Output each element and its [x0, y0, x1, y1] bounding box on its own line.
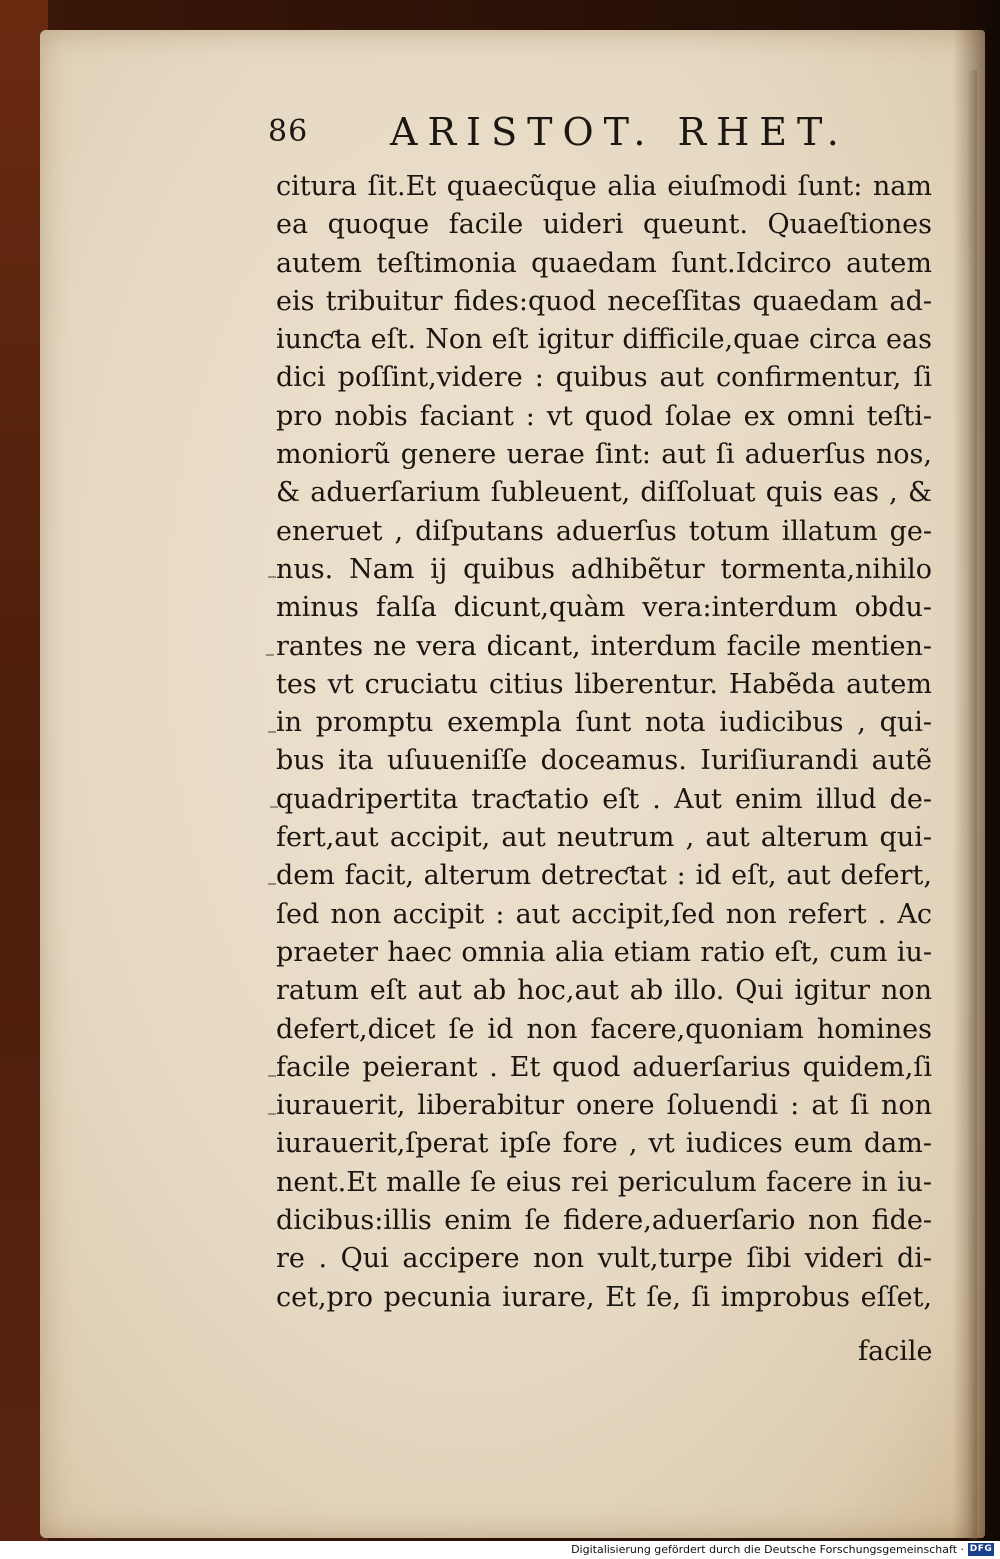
text-line: pro nobis faciant : vt quod ſolae ex omni teſti-	[276, 400, 932, 432]
text-line: rantes ne vera dicant, interdum facile mentien-	[276, 630, 932, 662]
text-line: ratum eſt aut ab hoc,aut ab illo. Qui igitur non	[276, 975, 932, 1007]
text-line: autem teſtimonia quaedam ſunt.Idcirco autem	[276, 247, 932, 279]
text-line: praeter haec omnia alia etiam ratio eſt, cum iu-	[276, 936, 932, 968]
text-line: dici poſſint,videre : quibus aut confirmentur, ſi	[276, 362, 932, 394]
text-line: eneruet , diſputans aduerſus totum illatum ge-	[276, 515, 932, 547]
text-line: ea quoque facile uideri queunt. Quaeſtiones	[276, 209, 932, 241]
margin-mark	[268, 883, 276, 885]
text-line: defert,dicet ſe id non facere,quoniam homines	[276, 1013, 932, 1045]
text-line: moniorũ genere uerae ſint: aut ſi aduerſus nos,	[276, 439, 932, 471]
text-line: bus ita uſuueniſſe doceamus. Iuriſiurandi autẽ	[276, 745, 932, 777]
text-line: nus. Nam ij quibus adhibẽtur tormenta,nihilo	[276, 553, 932, 585]
text-line: eis tribuitur fides:quod neceſſitas quaedam ad-	[276, 285, 932, 317]
text-line: quadripertita traƈtatio eſt . Aut enim illud de-	[276, 783, 932, 815]
page-number: 86	[268, 114, 309, 149]
catchword: facile	[858, 1336, 933, 1367]
text-line: re . Qui accipere non vult,turpe ſibi videri di-	[276, 1243, 932, 1275]
dfg-logo: DFG	[969, 1544, 993, 1554]
margin-mark	[268, 1113, 276, 1115]
text-line: iurauerit,ſperat ipſe fore , vt iudices eum dam-	[276, 1128, 932, 1160]
text-line: cet,pro pecunia iurare, Et ſe, ſi improbus eſſet,	[276, 1281, 932, 1313]
margin-mark	[268, 731, 276, 733]
text-line: nent.Et malle ſe eius rei periculum facere in iu-	[276, 1166, 932, 1198]
text-line: tes vt cruciatu citius liberentur. Habẽda autem	[276, 668, 932, 700]
text-line: dicibus:illis enim ſe fidere,aduerſario non fide-	[276, 1205, 932, 1237]
text-line: iunƈta eſt. Non eſt igitur difficile,quae circa eas	[276, 324, 932, 356]
text-line: ſed non accipit : aut accipit,ſed non refert . Ac	[276, 898, 932, 930]
text-line: iurauerit, liberabitur onere ſoluendi : at ſi non	[276, 1090, 932, 1122]
body-text	[276, 168, 932, 1317]
text-line: in promptu exempla ſunt nota iudicibus , qui-	[276, 707, 932, 739]
margin-mark	[268, 576, 276, 578]
text-line: dem facit, alterum detreƈtat : id eſt, aut defert,	[276, 860, 932, 892]
running-head: ARISTOT. RHET.	[390, 110, 849, 154]
text-line: facile peierant . Et quod aduerſarius quidem,ſi	[276, 1051, 932, 1083]
text-line: fert,aut accipit, aut neutrum , aut alterum qui-	[276, 822, 932, 854]
digitization-credit: Digitalisierung gefördert durch die Deutsche Forschungsgemeinschaft ·	[571, 1543, 964, 1556]
page-header	[262, 110, 902, 160]
spine-shadow	[953, 30, 985, 1538]
text-line: minus falſa dicunt,quàm vera:interdum obdu-	[276, 592, 932, 624]
text-line: & aduerſarium ſubleuent, diſſoluat quis eas , &	[276, 477, 932, 509]
text-line: citura ſit.Et quaecũque alia eiuſmodi ſunt: nam	[276, 171, 932, 202]
margin-mark	[268, 1075, 276, 1077]
margin-mark	[266, 654, 274, 656]
